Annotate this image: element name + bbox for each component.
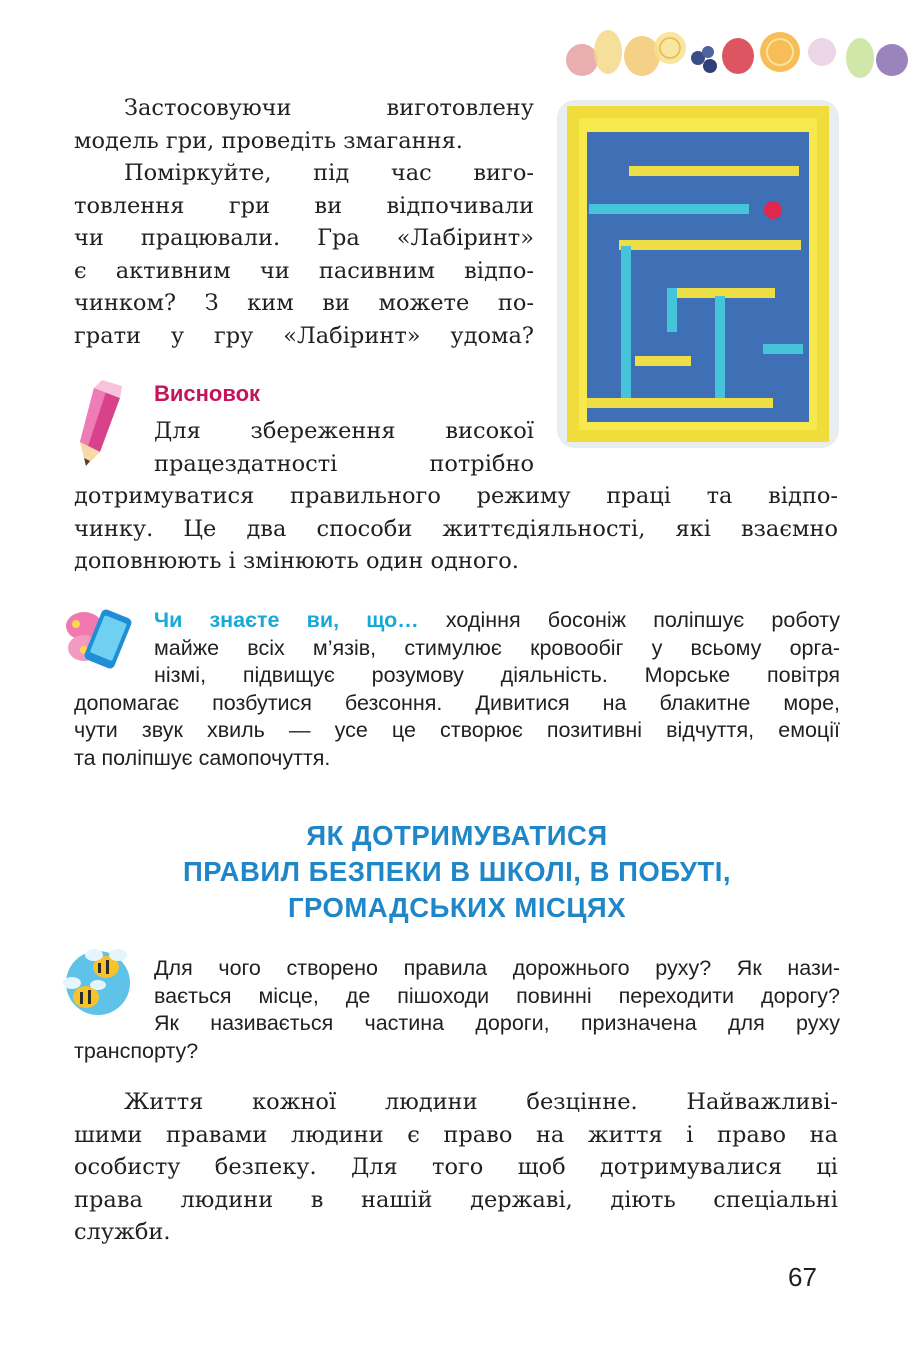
- body-paragraph: [74, 1086, 838, 1249]
- text-line: чинку. Це два способи життєдіяльності, які взаємно: [74, 515, 838, 542]
- text-line: транспорту?: [74, 1038, 199, 1063]
- text-line: допомагає позбутися безсоння. Дивитися на блакитне море,: [74, 690, 840, 715]
- text-line: права людини в нашій державі, діють спеціальні: [74, 1186, 838, 1213]
- conclusion-paragraph-top: [154, 415, 534, 480]
- text-line: дотримуватися правильного режиму праці та відпо-: [74, 483, 838, 509]
- title-line: ЯК ДОТРИМУВАТИСЯ: [306, 820, 608, 851]
- text-line: Для чого створено правила дорожнього руху? Як нази-: [154, 956, 840, 980]
- section-title: [74, 818, 840, 926]
- text-line: працездатності потрібно: [154, 450, 534, 477]
- text-line: чи працювали. Гра «Лабіринт»: [74, 225, 534, 251]
- text-line: нізмі, підвищує розумову діяльність. Морське повітря: [154, 663, 840, 687]
- title-line: ПРАВИЛ БЕЗПЕКИ В ШКОЛІ, В ПОБУТІ,: [182, 856, 731, 887]
- text-line: служби.: [74, 1219, 171, 1245]
- text-line: вається місце, де пішоходи повинні переходити дорогу?: [154, 983, 840, 1008]
- text-line: Життя кожної людини безцінне. Найважливі-: [124, 1089, 838, 1115]
- maze-photo: [557, 100, 839, 448]
- fruit-border-icon: [560, 22, 918, 84]
- text-line: чинком? З ким ви можете по-: [74, 290, 534, 316]
- text-line: товлення гри ви відпочивали: [74, 192, 534, 219]
- text-line: особисту безпеку. Для того щоб дотримувалися ці: [74, 1154, 838, 1180]
- text-line: Застосовуючи виготовлену: [124, 95, 534, 121]
- text-line: шими правами людини є право на життя і право на: [74, 1121, 838, 1148]
- text-line: грати у гру «Лабіринт» удома?: [74, 322, 534, 349]
- page-number: 67: [788, 1262, 817, 1292]
- questions-block: [74, 955, 840, 1065]
- did-you-know-block: [74, 607, 840, 772]
- text-line: є активним чи пасивним відпо-: [74, 257, 534, 284]
- pencil-icon: [72, 380, 132, 470]
- text-line: Як називається частина дороги, призначена для руху: [154, 1011, 840, 1035]
- conclusion-paragraph: [74, 480, 838, 578]
- text-line: Для збереження високої: [154, 418, 534, 444]
- did-you-know-first-line: ходіння босоніж поліпшує роботу: [445, 608, 840, 632]
- text-line: [74, 607, 840, 635]
- text-line: модель гри, проведіть змагання.: [74, 127, 463, 154]
- text-line: доповнюють і змінюють один одного.: [74, 548, 519, 574]
- intro-paragraph: [74, 92, 534, 352]
- text-line: чути звук хвиль — усе це створює позитивні відчуття, емоції: [74, 718, 840, 742]
- title-line: ГРОМАДСЬКИХ МІСЦЯХ: [287, 892, 627, 923]
- text-line: майже всіх м’язів, стимулює кровообіг у всьому орга-: [154, 635, 840, 660]
- text-line: та поліпшує самопочуття.: [74, 745, 331, 770]
- conclusion-heading: Висновок: [154, 381, 261, 406]
- text-line: Поміркуйте, під час виго-: [124, 160, 534, 186]
- did-you-know-lead: Чи знаєте ви, що…: [154, 608, 419, 632]
